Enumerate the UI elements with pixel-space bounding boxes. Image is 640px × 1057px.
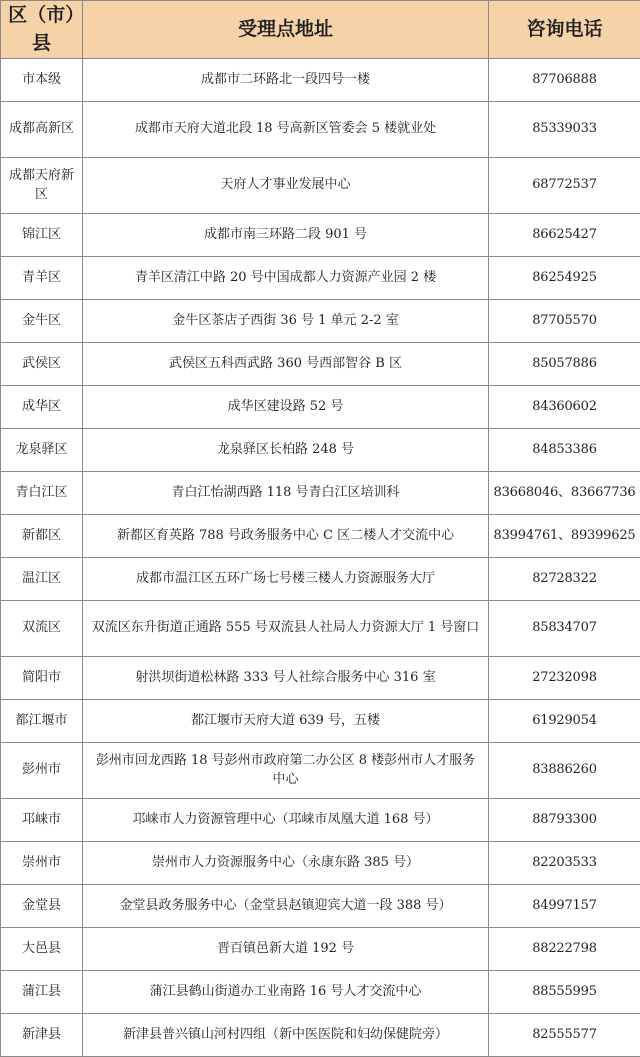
district-cell: 崇州市: [1, 842, 83, 885]
district-cell: 彭州市: [1, 743, 83, 799]
phone-cell: 68772537: [489, 158, 640, 214]
table-row: [1, 300, 640, 343]
district-cell: 武侯区: [1, 343, 83, 386]
table-row: [1, 700, 640, 743]
phone-cell: 85339033: [489, 102, 640, 158]
table-row: [1, 343, 640, 386]
phone-cell: 86254925: [489, 257, 640, 300]
address-cell: 新都区育英路 788 号政务服务中心 C 区二楼人才交流中心: [83, 515, 489, 558]
address-cell: 蒲江县鹤山街道办工业南路 16 号人才交流中心: [83, 971, 489, 1014]
phone-cell: 85057886: [489, 343, 640, 386]
table-row: [1, 601, 640, 657]
address-cell: 青羊区清江中路 20 号中国成都人力资源产业园 2 楼: [83, 257, 489, 300]
district-cell: 锦江区: [1, 214, 83, 257]
address-cell: 成都市天府大道北段 18 号高新区管委会 5 楼就业处: [83, 102, 489, 158]
district-cell: 简阳市: [1, 657, 83, 700]
address-cell: 成都市南三环路二段 901 号: [83, 214, 489, 257]
address-cell: 崇州市人力资源服务中心（永康东路 385 号）: [83, 842, 489, 885]
address-cell: 射洪坝街道松林路 333 号人社综合服务中心 316 室: [83, 657, 489, 700]
header-address: 受理点地址: [83, 1, 489, 59]
table-row: [1, 743, 640, 799]
table-header-row: [1, 1, 640, 59]
district-cell: 都江堰市: [1, 700, 83, 743]
phone-cell: 83668046、83667736: [489, 472, 640, 515]
header-district: 区（市）县: [1, 1, 83, 59]
address-cell: 彭州市回龙西路 18 号彭州市政府第二办公区 8 楼彭州市人才服务中心: [83, 743, 489, 799]
address-cell: 晋百镇邑新大道 192 号: [83, 928, 489, 971]
district-cell: 大邑县: [1, 928, 83, 971]
district-cell: 龙泉驿区: [1, 429, 83, 472]
address-cell: 邛崃市人力资源管理中心（邛崃市凤凰大道 168 号）: [83, 799, 489, 842]
phone-cell: 87706888: [489, 59, 640, 102]
address-cell: 成华区建设路 52 号: [83, 386, 489, 429]
district-cell: 蒲江县: [1, 971, 83, 1014]
address-cell: 武侯区五科西武路 360 号西部智谷 B 区: [83, 343, 489, 386]
address-cell: 新津县普兴镇山河村四组（新中医医院和妇幼保健院旁）: [83, 1014, 489, 1057]
district-cell: 市本级: [1, 59, 83, 102]
table-row: [1, 842, 640, 885]
table-row: [1, 429, 640, 472]
district-cell: 金牛区: [1, 300, 83, 343]
address-cell: 金堂县政务服务中心（金堂县赵镇迎宾大道一段 388 号）: [83, 885, 489, 928]
table-row: [1, 971, 640, 1014]
table-row: [1, 214, 640, 257]
table-row: [1, 799, 640, 842]
district-cell: 成华区: [1, 386, 83, 429]
table-row: [1, 59, 640, 102]
district-cell: 新津县: [1, 1014, 83, 1057]
header-phone: 咨询电话: [489, 1, 640, 59]
phone-cell: 84360602: [489, 386, 640, 429]
table-row: [1, 657, 640, 700]
district-cell: 温江区: [1, 558, 83, 601]
address-cell: 成都市二环路北一段四号一楼: [83, 59, 489, 102]
district-cell: 邛崃市: [1, 799, 83, 842]
table-row: [1, 386, 640, 429]
district-cell: 成都天府新区: [1, 158, 83, 214]
phone-cell: 82203533: [489, 842, 640, 885]
address-cell: 天府人才事业发展中心: [83, 158, 489, 214]
table-row: [1, 885, 640, 928]
address-cell: 青白江怡湖西路 118 号青白江区培训科: [83, 472, 489, 515]
phone-cell: 88555995: [489, 971, 640, 1014]
phone-cell: 84853386: [489, 429, 640, 472]
table-body: [1, 59, 640, 1057]
table-row: [1, 1014, 640, 1057]
phone-cell: 88222798: [489, 928, 640, 971]
table-row: [1, 257, 640, 300]
district-cell: 青羊区: [1, 257, 83, 300]
phone-cell: 82555577: [489, 1014, 640, 1057]
phone-cell: 83886260: [489, 743, 640, 799]
table-row: [1, 928, 640, 971]
phone-cell: 87705570: [489, 300, 640, 343]
phone-cell: 82728322: [489, 558, 640, 601]
district-cell: 青白江区: [1, 472, 83, 515]
address-cell: 双流区东升街道正通路 555 号双流县人社局人力资源大厅 1 号窗口: [83, 601, 489, 657]
phone-cell: 84997157: [489, 885, 640, 928]
address-cell: 都江堰市天府大道 639 号，五楼: [83, 700, 489, 743]
address-cell: 成都市温江区五环广场七号楼三楼人力资源服务大厅: [83, 558, 489, 601]
table-row: [1, 515, 640, 558]
phone-cell: 86625427: [489, 214, 640, 257]
district-cell: 成都高新区: [1, 102, 83, 158]
phone-cell: 83994761、89399625: [489, 515, 640, 558]
phone-cell: 61929054: [489, 700, 640, 743]
table-row: [1, 472, 640, 515]
district-cell: 金堂县: [1, 885, 83, 928]
phone-cell: 88793300: [489, 799, 640, 842]
address-cell: 金牛区茶店子西街 36 号 1 单元 2-2 室: [83, 300, 489, 343]
table-row: [1, 158, 640, 214]
table-row: [1, 102, 640, 158]
district-cell: 双流区: [1, 601, 83, 657]
district-cell: 新都区: [1, 515, 83, 558]
table-row: [1, 558, 640, 601]
phone-cell: 85834707: [489, 601, 640, 657]
phone-cell: 27232098: [489, 657, 640, 700]
address-cell: 龙泉驿区长柏路 248 号: [83, 429, 489, 472]
